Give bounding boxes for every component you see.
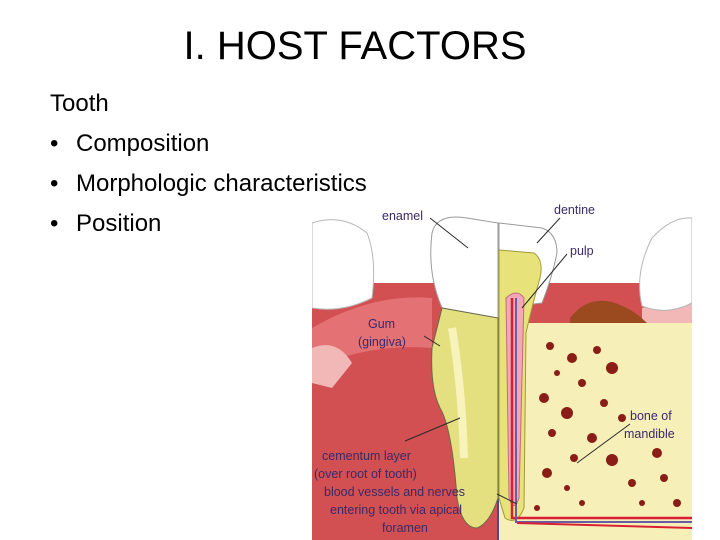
bullet-text-position: Position bbox=[76, 210, 162, 237]
label-enamel: enamel bbox=[382, 209, 423, 223]
bullet-text-composition: Composition bbox=[76, 130, 210, 157]
label-bone-line1: bone of bbox=[630, 409, 672, 423]
label-pulp: pulp bbox=[570, 244, 594, 258]
bullet-glyph: • bbox=[50, 210, 59, 237]
label-bone-line2: mandible bbox=[624, 427, 675, 441]
label-cementum-line2: (over root of tooth) bbox=[314, 467, 417, 481]
label-gum-line2: (gingiva) bbox=[358, 335, 406, 349]
label-vessels-line1: blood vessels and nerves bbox=[324, 485, 466, 499]
body-heading: Tooth bbox=[50, 90, 109, 117]
label-cementum-line1: cementum layer bbox=[322, 449, 411, 463]
adjacent-tooth-right bbox=[640, 218, 692, 311]
label-gum-line1: Gum bbox=[368, 317, 396, 331]
bullet-glyph: • bbox=[50, 170, 59, 197]
bullet-text-morphologic: Morphologic characteristics bbox=[76, 170, 367, 197]
adjacent-tooth-left bbox=[312, 220, 374, 310]
label-vessels-line3: foramen bbox=[382, 521, 428, 535]
label-vessels-line2: entering tooth via apical bbox=[330, 503, 463, 517]
bullet-glyph: • bbox=[50, 130, 59, 157]
tooth-cross-section-diagram bbox=[312, 198, 692, 540]
bullet-item bbox=[50, 124, 367, 164]
label-dentine: dentine bbox=[554, 203, 596, 217]
tooth-enamel bbox=[431, 217, 498, 318]
slide-title: I. HOST FACTORS bbox=[183, 24, 527, 68]
